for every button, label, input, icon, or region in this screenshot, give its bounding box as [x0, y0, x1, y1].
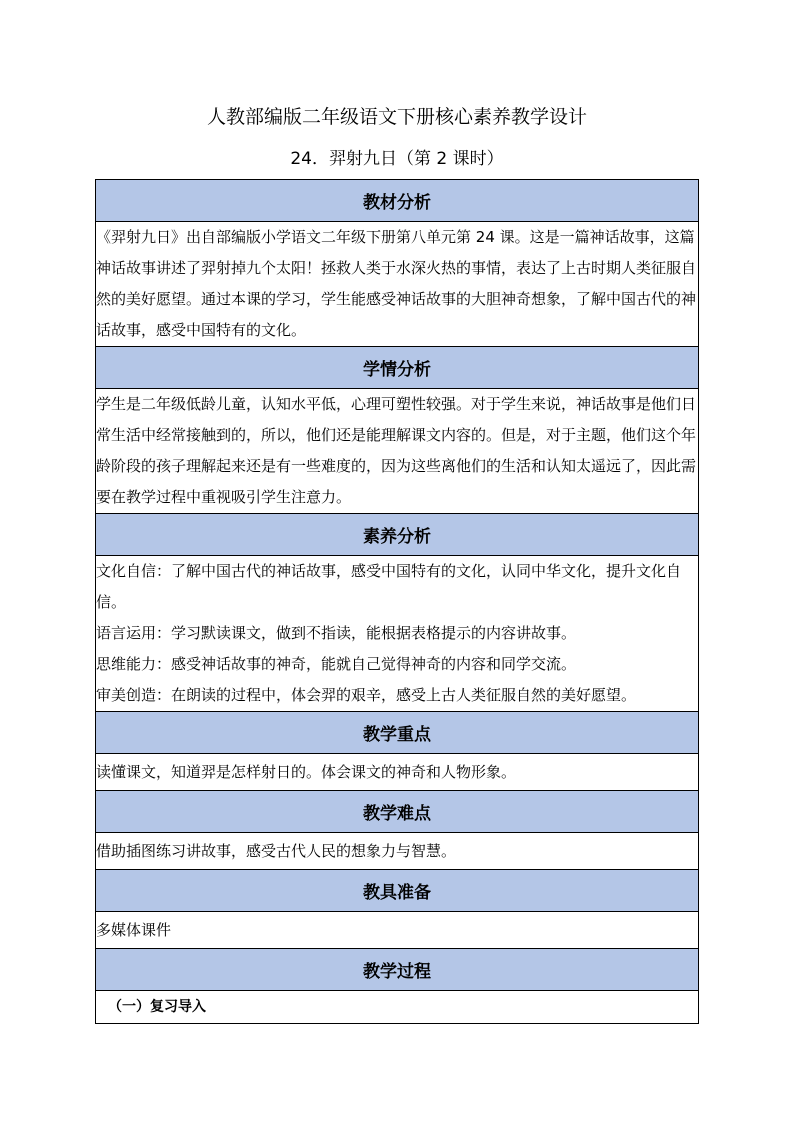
section-header-row [96, 347, 699, 389]
section-body-teaching-process [96, 991, 699, 1024]
section-body-row [96, 389, 699, 514]
lesson-subtitle: 24．羿射九日（第 2 课时） [290, 149, 504, 169]
section-heading-competency-analysis: 素养分析 [96, 514, 699, 556]
section-header-row [96, 791, 699, 833]
section-body-row [96, 912, 699, 949]
section-heading-teaching-focus: 教学重点 [96, 712, 699, 754]
section-body-row [96, 991, 699, 1024]
section-header-row [96, 712, 699, 754]
document-title: 人教部编版二年级语文下册核心素养教学设计 [206, 106, 587, 128]
section-header-row [96, 180, 699, 222]
section-heading-textbook-analysis: 教材分析 [96, 180, 699, 222]
paragraph-cultural-confidence: 文化自信：了解中国古代的神话故事，感受中国特有的文化，认同中华文化，提升文化自信。 [96, 562, 682, 611]
paragraph: 读懂课文，知道羿是怎样射日的。体会课文的神奇和人物形象。 [96, 763, 517, 781]
paragraph-thinking-ability: 思维能力：感受神话故事的神奇，能就自己觉得神奇的内容和同学交流。 [96, 655, 577, 673]
process-step-heading: （一）复习导入 [108, 999, 206, 1015]
section-header-row [96, 870, 699, 912]
section-body-teaching-focus [96, 754, 699, 791]
paragraph: 多媒体课件 [96, 921, 172, 939]
section-heading-teaching-difficulty: 教学难点 [96, 791, 699, 833]
section-body-row [96, 556, 699, 712]
paragraph: 学生是二年级低龄儿童，认知水平低，心理可塑性较强。对于学生来说，神话故事是他们日常生活中经常接触到的，所以，他们还是能理解课文内容的。但是，对于主题，他们这个年龄阶段的孩子理解起来还是有一些难度的，因为这些离他们的生活和认知太遥远了，因此需要在教学过程中重视吸引学生注意力。 [96, 395, 697, 506]
section-body-teaching-difficulty [96, 833, 699, 870]
paragraph: 《羿射九日》出自部编版小学语文二年级下册第八单元第 24 课。这是一篇神话故事，这篇神话故事讲述了羿射掉九个太阳！拯救人类于水深火热的事情，表达了上古时期人类征服自然的美好愿望。通过本课的学习，学生能感受神话故事的大胆神奇想象，了解中国古代的神话故事，感受中国特有的文化。 [96, 228, 697, 339]
paragraph-aesthetic-creation: 审美创造：在朗读的过程中，体会羿的艰辛，感受上古人类征服自然的美好愿望。 [96, 686, 637, 704]
section-body-teaching-aids [96, 912, 699, 949]
section-body-row [96, 833, 699, 870]
paragraph-language-use: 语言运用：学习默读课文，做到不指读，能根据表格提示的内容讲故事。 [96, 624, 577, 642]
section-body-row [96, 754, 699, 791]
section-body-textbook-analysis [96, 222, 699, 347]
section-body-student-analysis [96, 389, 699, 514]
section-heading-teaching-process: 教学过程 [96, 949, 699, 991]
section-heading-teaching-aids: 教具准备 [96, 870, 699, 912]
section-header-row [96, 514, 699, 556]
paragraph: 借助插图练习讲故事，感受古代人民的想象力与智慧。 [96, 842, 457, 860]
section-header-row [96, 949, 699, 991]
section-body-row [96, 222, 699, 347]
section-heading-student-analysis: 学情分析 [96, 347, 699, 389]
lesson-plan-table [95, 179, 699, 1024]
section-body-competency-analysis [96, 556, 699, 712]
